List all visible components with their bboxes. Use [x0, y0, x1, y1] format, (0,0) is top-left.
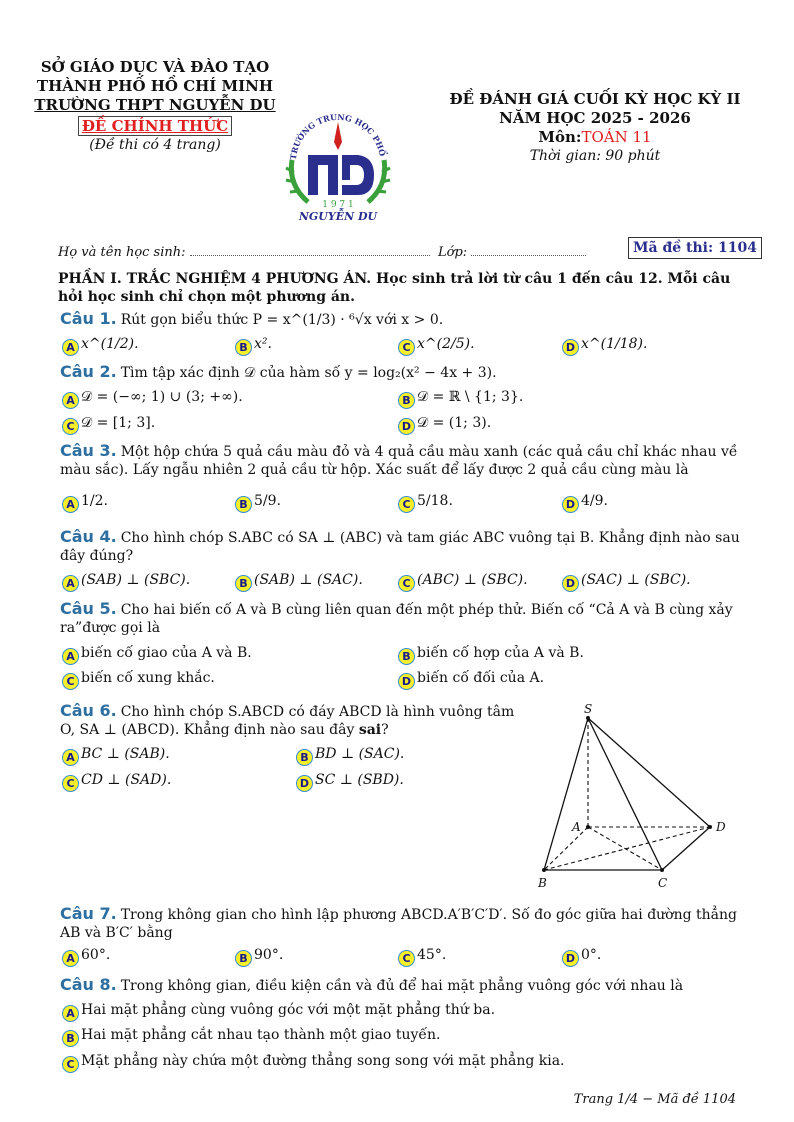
question-text: Tìm tập xác định 𝒟 của hàm số y = log₂(x² − 4x + 3).	[120, 365, 497, 381]
department-name: SỞ GIÁO DỤC VÀ ĐÀO TẠO	[40, 58, 270, 76]
class-label: Lớp:	[438, 245, 468, 260]
option-text: x^(1/18).	[581, 336, 648, 352]
pyramid-figure	[530, 700, 740, 895]
q5-option-b[interactable]	[398, 644, 584, 665]
question-text-end: ?	[381, 722, 389, 738]
option-text: 0°.	[581, 947, 602, 963]
vertex-b-label: B	[538, 876, 547, 890]
question-emphasis: sai	[358, 722, 382, 738]
q4-option-c[interactable]	[398, 571, 528, 592]
option-letter: C	[398, 496, 415, 513]
city-name: THÀNH PHỐ HỒ CHÍ MINH	[36, 77, 274, 95]
q4-option-d[interactable]	[562, 571, 691, 592]
option-text: 𝒟 = (−∞; 1) ∪ (3; +∞).	[81, 389, 243, 405]
q2-option-b[interactable]	[398, 388, 523, 409]
svg-text:TRƯỜNG TRUNG HỌC PHỔ THÔNG	[278, 100, 389, 160]
option-text: 1/2.	[81, 493, 108, 509]
exam-time: Thời gian: 90 phút	[529, 148, 661, 164]
vertex-c-label: C	[658, 876, 668, 890]
question-5	[60, 600, 740, 637]
school-year: NĂM HỌC 2025 - 2026	[499, 109, 691, 127]
option-letter: A	[62, 575, 79, 592]
vertex-d-label: D	[716, 820, 726, 834]
edge-cd	[662, 827, 710, 870]
option-text: (SAC) ⊥ (SBC).	[581, 572, 691, 588]
question-number: Câu 3.	[60, 441, 117, 460]
q2-option-a[interactable]	[62, 388, 243, 409]
option-letter: C	[62, 775, 79, 792]
option-text: x².	[254, 336, 272, 352]
question-text: Một hộp chứa 5 quả cầu màu đỏ và 4 quả cầu màu xanh (các quả cầu chỉ khác nhau về màu sắc). Lấy ngẫu nhiên 2 quả cầu từ hộp. Xác suất để lấy được 2 quả cầu cùng màu là	[60, 444, 738, 478]
class-field[interactable]	[438, 245, 586, 260]
q6-option-c[interactable]	[62, 771, 171, 792]
option-letter: B	[235, 496, 252, 513]
option-letter: D	[562, 496, 579, 513]
q7-option-c[interactable]	[398, 946, 446, 967]
option-text: x^(2/5).	[417, 336, 475, 352]
option-text: Mặt phẳng này chứa một đường thẳng song song với mặt phẳng kia.	[81, 1053, 565, 1069]
option-text: 90°.	[254, 947, 284, 963]
q2-option-c[interactable]	[62, 414, 155, 435]
q6-option-b[interactable]	[296, 745, 404, 766]
q7-option-b[interactable]	[235, 946, 283, 967]
option-letter: A	[62, 496, 79, 513]
option-text: BD ⊥ (SAC).	[315, 746, 405, 762]
question-text: Cho hình chóp S.ABCD có đáy ABCD là hình vuông tâm O, SA ⊥ (ABCD). Khẳng định nào sau đây	[60, 704, 515, 738]
question-8	[60, 976, 750, 995]
option-letter: B	[62, 1030, 79, 1047]
class-blank[interactable]	[471, 255, 586, 256]
option-letter: D	[562, 575, 579, 592]
student-name-blank[interactable]	[190, 255, 430, 256]
q3-option-a[interactable]	[62, 492, 108, 513]
question-number: Câu 1.	[60, 309, 117, 328]
question-3	[60, 442, 740, 479]
school-logo	[278, 100, 398, 224]
header-right	[440, 90, 750, 166]
q5-option-c[interactable]	[62, 669, 215, 690]
option-letter: B	[398, 392, 415, 409]
option-letter: D	[296, 775, 313, 792]
exam-title: ĐỀ ĐÁNH GIÁ CUỐI KỲ HỌC KỲ II	[449, 90, 741, 108]
option-text: (SAB) ⊥ (SBC).	[81, 572, 191, 588]
question-7	[60, 905, 740, 942]
exam-code: Mã đề thi: 1104	[628, 237, 762, 259]
option-text: 5/9.	[254, 493, 281, 509]
option-text: 60°.	[81, 947, 111, 963]
option-letter: D	[562, 950, 579, 967]
pages-note: (Đề thi có 4 trang)	[89, 137, 221, 153]
logo-ring-text: TRƯỜNG TRUNG HỌC PHỔ	[287, 111, 388, 161]
option-letter: B	[235, 339, 252, 356]
q1-option-d[interactable]	[562, 335, 647, 356]
q1-option-c[interactable]	[398, 335, 475, 356]
q8-option-b[interactable]	[62, 1026, 440, 1047]
question-text: Cho hình chóp S.ABC có SA ⊥ (ABC) và tam giác ABC vuông tại B. Khẳng định nào sau đây đúng?	[60, 530, 740, 564]
option-letter: D	[398, 418, 415, 435]
option-text: (SAB) ⊥ (SAC).	[254, 572, 363, 588]
q1-option-a[interactable]	[62, 335, 139, 356]
question-6	[60, 702, 530, 739]
edge-sc	[588, 718, 662, 870]
header-left	[30, 58, 280, 155]
student-name-field[interactable]	[58, 245, 430, 260]
question-number: Câu 7.	[60, 904, 117, 923]
question-number: Câu 8.	[60, 975, 117, 994]
question-text: Trong không gian cho hình lập phương ABCD.A′B′C′D′. Số đo góc giữa hai đường thẳng AB và B′C′ bằng	[60, 907, 737, 941]
option-letter: A	[62, 749, 79, 766]
vertex-a-label: A	[572, 820, 581, 834]
q6-option-a[interactable]	[62, 745, 170, 766]
option-letter: B	[235, 575, 252, 592]
option-letter: B	[398, 648, 415, 665]
question-number: Câu 2.	[60, 362, 117, 381]
option-letter: A	[62, 1005, 79, 1022]
option-text: 5/18.	[417, 493, 453, 509]
option-text: biến cố giao của A và B.	[81, 645, 252, 661]
q5-option-d[interactable]	[398, 669, 544, 690]
question-2	[60, 363, 750, 382]
question-4	[60, 528, 740, 565]
question-number: Câu 5.	[60, 599, 117, 618]
q7-option-d[interactable]	[562, 946, 601, 967]
option-text: biến cố hợp của A và B.	[417, 645, 584, 661]
option-text: biến cố xung khắc.	[81, 670, 215, 686]
q7-option-a[interactable]	[62, 946, 110, 967]
option-letter: A	[62, 392, 79, 409]
option-text: 𝒟 = (1; 3).	[417, 415, 492, 431]
option-letter: A	[62, 950, 79, 967]
q4-option-a[interactable]	[62, 571, 190, 592]
question-number: Câu 6.	[60, 701, 117, 720]
option-text: 𝒟 = ℝ \ {1; 3}.	[417, 389, 524, 405]
option-text: SC ⊥ (SBD).	[315, 772, 404, 788]
option-letter: A	[62, 648, 79, 665]
page-footer: Trang 1/4 − Mã đề 1104	[573, 1092, 736, 1107]
option-letter: C	[398, 950, 415, 967]
q1-option-b[interactable]	[235, 335, 272, 356]
question-text: Rút gọn biểu thức P = x^(1/3) · ⁶√x với x > 0.	[120, 312, 444, 328]
q3-option-b[interactable]	[235, 492, 281, 513]
q3-option-d[interactable]	[562, 492, 608, 513]
official-label: ĐỀ CHÍNH THỨC	[78, 116, 232, 136]
q3-option-c[interactable]	[398, 492, 453, 513]
option-letter: D	[398, 673, 415, 690]
q6-option-d[interactable]	[296, 771, 404, 792]
vertex-s-label: S	[584, 702, 593, 716]
subject-name: TOÁN 11	[581, 128, 652, 146]
option-letter: B	[235, 950, 252, 967]
option-text: BC ⊥ (SAB).	[81, 746, 170, 762]
school-name: TRƯỜNG THPT NGUYỄN DU	[34, 96, 276, 114]
question-text: Cho hai biến cố A và B cùng liên quan đến một phép thử. Biến cố “Cả A và B cùng xảy ra”được gọi là	[60, 602, 733, 636]
option-letter: C	[62, 673, 79, 690]
option-letter: C	[398, 575, 415, 592]
edge-sb	[544, 718, 588, 870]
option-text: 4/9.	[581, 493, 608, 509]
option-text: 45°.	[417, 947, 447, 963]
q2-option-d[interactable]	[398, 414, 491, 435]
question-1	[60, 310, 750, 329]
logo-year: 1 9 7 1	[322, 200, 354, 210]
option-text: (ABC) ⊥ (SBC).	[417, 572, 528, 588]
option-text: biến cố đối của A.	[417, 670, 545, 686]
option-letter: B	[296, 749, 313, 766]
option-letter: C	[398, 339, 415, 356]
option-text: CD ⊥ (SAD).	[81, 772, 172, 788]
option-text: x^(1/2).	[81, 336, 139, 352]
edge-sd	[588, 718, 710, 827]
part1-title: PHẦN I. TRẮC NGHIỆM 4 PHƯƠNG ÁN. Học sinh trả lời từ câu 1 đến câu 12. Mỗi câu hỏi học sinh chỉ chọn một phương án.	[58, 271, 731, 305]
option-letter: C	[62, 1056, 79, 1073]
q4-option-b[interactable]	[235, 571, 363, 592]
logo-name: NGUYỄN DU	[298, 210, 378, 223]
student-name-label: Họ và tên học sinh:	[58, 245, 186, 260]
option-letter: C	[62, 418, 79, 435]
option-letter: D	[562, 339, 579, 356]
q5-option-a[interactable]	[62, 644, 252, 665]
option-text: Hai mặt phẳng cùng vuông góc với một mặt phẳng thứ ba.	[81, 1002, 496, 1018]
option-letter: A	[62, 339, 79, 356]
subject-label: Môn:	[538, 128, 582, 146]
question-number: Câu 4.	[60, 527, 117, 546]
question-text: Trong không gian, điều kiện cần và đủ để hai mặt phẳng vuông góc với nhau là	[120, 978, 684, 994]
option-text: Hai mặt phẳng cắt nhau tạo thành một giao tuyến.	[81, 1027, 441, 1043]
option-text: 𝒟 = [1; 3].	[81, 415, 156, 431]
q8-option-a[interactable]	[62, 1001, 495, 1022]
q8-option-c[interactable]	[62, 1052, 565, 1073]
